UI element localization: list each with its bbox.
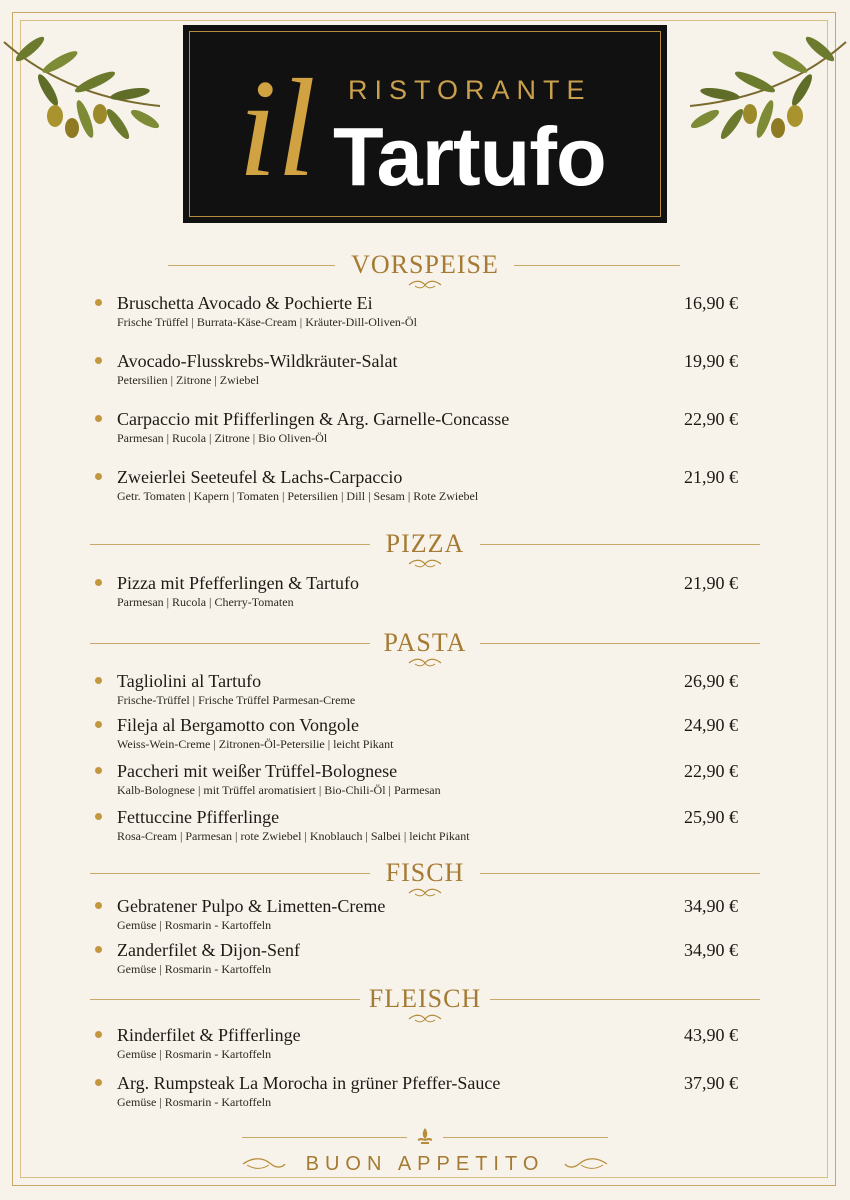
menu-item — [90, 670, 750, 710]
bullet-icon — [95, 415, 102, 422]
menu-item-description: Rosa-Cream | Parmesan | rote Zwiebel | Knoblauch | Salbei | leicht Pikant — [117, 829, 470, 843]
menu-item-description: Gemüse | Rosmarin - Kartoffeln — [117, 962, 272, 976]
menu-item-description: Frische-Trüffel | Frische Trüffel Parmesan-Creme — [117, 693, 356, 707]
menu-item-description: Parmesan | Rucola | Cherry-Tomaten — [117, 595, 294, 609]
logo-name: Tartufo — [333, 110, 606, 203]
menu-item-description: Gemüse | Rosmarin - Kartoffeln — [117, 1047, 272, 1061]
bullet-icon — [95, 1031, 102, 1038]
bullet-icon — [95, 721, 102, 728]
menu-item-price: 26,90 € — [684, 671, 738, 691]
footer-divider-left — [242, 1137, 407, 1138]
bullet-icon — [95, 1079, 102, 1086]
bullet-icon — [95, 579, 102, 586]
menu-item — [90, 572, 750, 612]
olive-branch-left-icon — [0, 24, 170, 149]
menu-item-price: 21,90 € — [684, 467, 738, 487]
menu-item-price: 24,90 € — [684, 715, 738, 735]
logo-subtitle: RISTORANTE — [348, 75, 592, 105]
menu-item-price: 37,90 € — [684, 1073, 738, 1093]
menu-item-name: Pizza mit Pfefferlingen & Tartufo — [117, 573, 360, 593]
menu-item — [90, 408, 750, 448]
section-title: FLEISCH — [368, 984, 482, 1013]
flourish-ornament-icon — [407, 559, 443, 569]
flourish-ornament-icon — [407, 280, 443, 290]
menu-item-description: Parmesan | Rucola | Zitrone | Bio Oliven-Öl — [117, 431, 328, 445]
menu-item-name: Fileja al Bergamotto con Vongole — [117, 715, 359, 735]
bullet-icon — [95, 902, 102, 909]
menu-item — [90, 350, 750, 390]
menu-item-description: Gemüse | Rosmarin - Kartoffeln — [117, 918, 272, 932]
menu-item — [90, 714, 750, 754]
menu-item-name: Tagliolini al Tartufo — [117, 671, 262, 691]
bullet-icon — [95, 946, 102, 953]
menu-item-name: Arg. Rumpsteak La Morocha in grüner Pfeffer-Sauce — [117, 1073, 501, 1093]
menu-item — [90, 939, 750, 979]
menu-item-name: Fettuccine Pfifferlinge — [117, 807, 280, 827]
menu-item-price: 22,90 € — [684, 761, 738, 781]
menu-item — [90, 292, 750, 332]
menu-item-description: Kalb-Bolognese | mit Trüffel aromatisiert | Bio-Chili-Öl | Parmesan — [117, 783, 441, 797]
menu-item-price: 22,90 € — [684, 409, 738, 429]
section-title: VORSPEISE — [351, 250, 499, 279]
section-title: PASTA — [383, 628, 467, 657]
bullet-icon — [95, 299, 102, 306]
menu-item-price: 43,90 € — [684, 1025, 738, 1045]
menu-item-name: Rinderfilet & Pfifferlinge — [117, 1025, 301, 1045]
menu-item-price: 19,90 € — [684, 351, 738, 371]
section-title: PIZZA — [385, 529, 465, 558]
section-header-fisch — [0, 858, 850, 898]
restaurant-logo — [183, 25, 667, 223]
menu-item-name: Avocado-Flusskrebs-Wildkräuter-Salat — [117, 351, 398, 371]
menu-item-price: 16,90 € — [684, 293, 738, 313]
menu-item — [90, 1072, 750, 1112]
bullet-icon — [95, 473, 102, 480]
menu-item — [90, 1024, 750, 1064]
menu-item-description: Frische Trüffel | Burrata-Käse-Cream | Kräuter-Dill-Oliven-Öl — [117, 315, 417, 329]
menu-item-name: Paccheri mit weißer Trüffel-Bolognese — [117, 761, 398, 781]
menu-item-name: Zweierlei Seeteufel & Lachs-Carpaccio — [117, 467, 403, 487]
section-header-pasta — [0, 628, 850, 668]
menu-item-name: Zanderfilet & Dijon-Senf — [117, 940, 300, 960]
bullet-icon — [95, 813, 102, 820]
footer-text: BUON APPETITO — [305, 1153, 545, 1175]
menu-item-name: Carpaccio mit Pfifferlingen & Arg. Garnelle-Concasse — [117, 409, 510, 429]
section-header-vorspeise — [0, 250, 850, 290]
section-header-fleisch — [0, 984, 850, 1024]
menu-item-price: 21,90 € — [684, 573, 738, 593]
menu-item-price: 25,90 € — [684, 807, 738, 827]
fleur-de-lis-icon — [413, 1127, 437, 1147]
menu-item — [90, 895, 750, 935]
menu-item — [90, 466, 750, 506]
bullet-icon — [95, 767, 102, 774]
menu-item-description: Weiss-Wein-Creme | Zitronen-Öl-Petersilie | leicht Pikant — [117, 737, 394, 751]
menu-item-price: 34,90 € — [684, 896, 738, 916]
menu-item-price: 34,90 € — [684, 940, 738, 960]
section-header-pizza — [0, 529, 850, 569]
flourish-ornament-icon — [407, 658, 443, 668]
menu-item-description: Getr. Tomaten | Kapern | Tomaten | Petersilien | Dill | Sesam | Rote Zwiebel — [117, 489, 479, 503]
bullet-icon — [95, 357, 102, 364]
menu-item-name: Gebratener Pulpo & Limetten-Creme — [117, 896, 386, 916]
footer-divider-right — [443, 1137, 608, 1138]
bullet-icon — [95, 677, 102, 684]
logo-prefix: il — [238, 51, 316, 206]
flourish-ornament-icon — [407, 1014, 443, 1024]
menu-item — [90, 760, 750, 800]
menu-item-description: Gemüse | Rosmarin - Kartoffeln — [117, 1095, 272, 1109]
section-title: FISCH — [385, 858, 465, 887]
olive-branch-right-icon — [680, 24, 850, 149]
menu-item-name: Bruschetta Avocado & Pochierte Ei — [117, 293, 373, 313]
menu-item-description: Petersilien | Zitrone | Zwiebel — [117, 373, 260, 387]
menu-item — [90, 806, 750, 846]
